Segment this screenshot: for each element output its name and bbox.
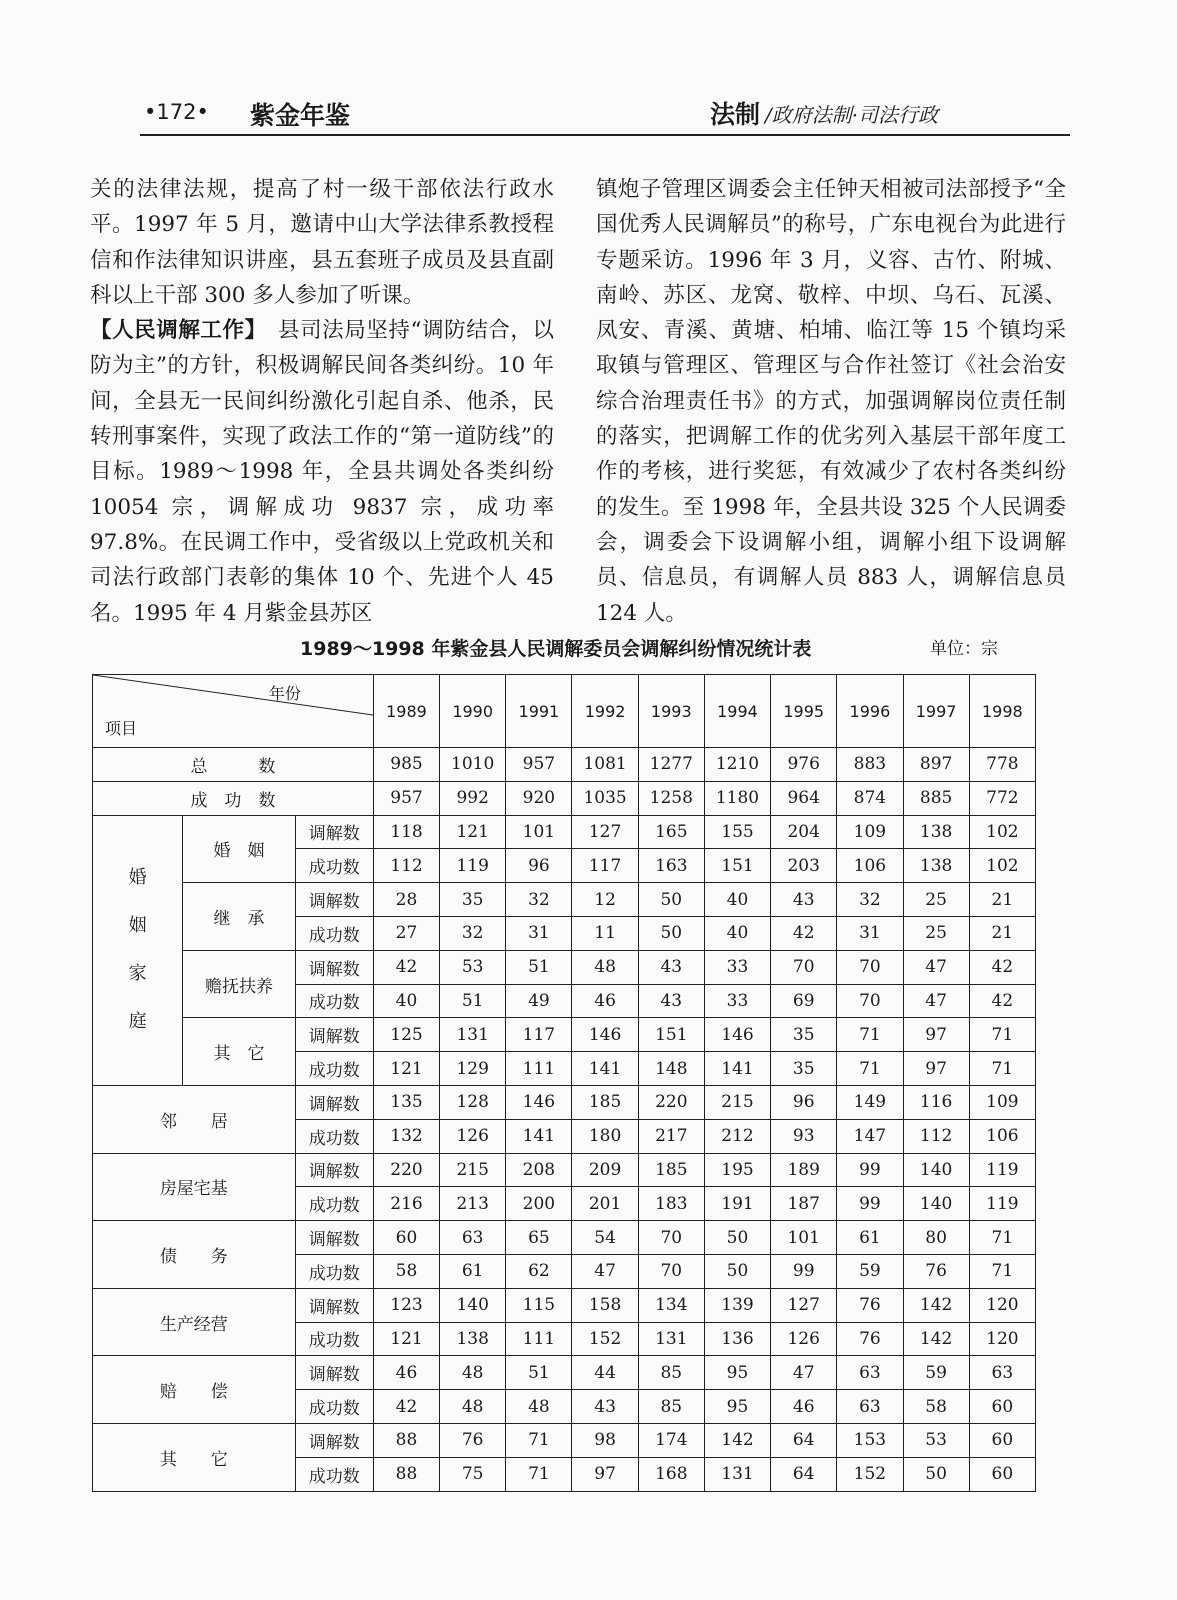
table-cell: 43 xyxy=(572,1390,638,1424)
table-cell: 47 xyxy=(572,1254,638,1288)
table-cell: 208 xyxy=(506,1153,572,1187)
book-title: 紫金年鉴 xyxy=(250,101,351,130)
table-cell: 215 xyxy=(704,1085,770,1119)
metric-label: 成功数 xyxy=(295,849,373,883)
paragraph-text: 县司法局坚持“调防结合，以防为主”的方针，积极调解民间各类纠纷。10 年间，全县无一民间纠纷激化引起自杀、他杀，民转刑事案件，实现了政法工作的“第一道防线”的目标。1989～1998 年，全县共调处各类纠纷 10054 宗，调解成功 9837 宗，成功率 97.8%。在民调工作中，受省级以上党政机关和司法行政部门表彰的集体 10 个、先进个人 45 名。1995 年 4 月紫金县苏区 xyxy=(90,318,554,626)
row-label: 成 功 数 xyxy=(93,781,374,815)
statistics-table xyxy=(92,674,1036,1492)
table-cell: 191 xyxy=(704,1187,770,1221)
subsection-title: /政府法制·司法行政 xyxy=(765,103,939,127)
category-label: 赡抚扶养 xyxy=(183,950,295,1018)
table-cell: 1210 xyxy=(704,748,770,782)
table-cell: 142 xyxy=(903,1322,969,1356)
table-cell: 992 xyxy=(440,781,506,815)
table-cell: 151 xyxy=(704,849,770,883)
table-cell: 976 xyxy=(771,748,837,782)
table-cell: 70 xyxy=(837,984,903,1018)
table-cell: 117 xyxy=(506,1018,572,1052)
table-cell: 117 xyxy=(572,849,638,883)
table-cell: 778 xyxy=(969,748,1035,782)
table-cell: 209 xyxy=(572,1153,638,1187)
table-cell: 25 xyxy=(903,883,969,917)
table-cell: 25 xyxy=(903,916,969,950)
table-cell: 1035 xyxy=(572,781,638,815)
table-row xyxy=(93,1221,1036,1255)
table-cell: 71 xyxy=(969,1221,1035,1255)
table-cell: 140 xyxy=(440,1288,506,1322)
table-cell: 48 xyxy=(440,1390,506,1424)
group-label-char: 婚 xyxy=(128,867,147,889)
table-cell: 149 xyxy=(837,1085,903,1119)
table-cell: 43 xyxy=(771,883,837,917)
table-cell: 212 xyxy=(704,1119,770,1153)
table-cell: 51 xyxy=(506,950,572,984)
table-row xyxy=(93,1085,1036,1119)
table-cell: 63 xyxy=(837,1356,903,1390)
table-cell: 47 xyxy=(903,984,969,1018)
table-cell: 135 xyxy=(373,1085,439,1119)
table-corner-cell xyxy=(93,675,374,748)
table-cell: 12 xyxy=(572,883,638,917)
year-header: 1996 xyxy=(837,675,903,748)
table-cell: 33 xyxy=(704,984,770,1018)
table-cell: 885 xyxy=(903,781,969,815)
table-cell: 147 xyxy=(837,1119,903,1153)
year-header: 1992 xyxy=(572,675,638,748)
table-cell: 112 xyxy=(903,1119,969,1153)
table-cell: 21 xyxy=(969,916,1035,950)
table-cell: 168 xyxy=(638,1457,704,1491)
table-cell: 141 xyxy=(506,1119,572,1153)
paragraph: 镇炮子管理区调委会主任钟天相被司法部授予“全国优秀人民调解员”的称号，广东电视台为此进行专题采访。1996 年 3 月，义容、古竹、附城、南岭、苏区、龙窝、敬梓、中坝、乌石、瓦溪、凤安、青溪、黄塘、柏埔、临江等 15 个镇均采取镇与管理区、管理区与合作社签订《社会治安综合治理责任书》的方式，加强调解岗位责任制的落实，把调解工作的优劣列入基层干部年度工作的考核，进行奖惩，有效减少了农村各类纠纷的发生。至 1998 年，全县共设 325 个人民调委会，调委会下设调解小组，调解小组下设调解员、信息员，有调解人员 883 人，调解信息员 124 人。 xyxy=(596,177,1066,626)
table-cell: 28 xyxy=(373,883,439,917)
table-cell: 58 xyxy=(373,1254,439,1288)
table-cell: 70 xyxy=(771,950,837,984)
table-cell: 71 xyxy=(969,1052,1035,1086)
table-cell: 42 xyxy=(969,984,1035,1018)
table-cell: 42 xyxy=(373,1390,439,1424)
table-cell: 46 xyxy=(771,1390,837,1424)
table-cell: 165 xyxy=(638,815,704,849)
table-cell: 204 xyxy=(771,815,837,849)
table-cell: 63 xyxy=(440,1221,506,1255)
table-cell: 44 xyxy=(572,1356,638,1390)
table-cell: 1081 xyxy=(572,748,638,782)
group-label-char: 家 xyxy=(128,963,147,985)
table-cell: 70 xyxy=(638,1221,704,1255)
table-cell: 88 xyxy=(373,1457,439,1491)
table-header-row xyxy=(93,675,1036,748)
table-cell: 21 xyxy=(969,883,1035,917)
table-cell: 128 xyxy=(440,1085,506,1119)
table-cell: 215 xyxy=(440,1153,506,1187)
table-cell: 111 xyxy=(506,1052,572,1086)
table-cell: 47 xyxy=(903,950,969,984)
table-cell: 127 xyxy=(572,815,638,849)
table-cell: 141 xyxy=(704,1052,770,1086)
table-cell: 40 xyxy=(704,916,770,950)
table-cell: 125 xyxy=(373,1018,439,1052)
table-cell: 76 xyxy=(837,1322,903,1356)
year-header: 1994 xyxy=(704,675,770,748)
table-cell: 33 xyxy=(704,950,770,984)
table-cell: 50 xyxy=(704,1221,770,1255)
table-cell: 185 xyxy=(638,1153,704,1187)
metric-label: 成功数 xyxy=(295,1187,373,1221)
table-cell: 51 xyxy=(440,984,506,1018)
year-header: 1989 xyxy=(373,675,439,748)
table-cell: 120 xyxy=(969,1288,1035,1322)
table-row xyxy=(93,950,1036,984)
table-cell: 96 xyxy=(506,849,572,883)
metric-label: 调解数 xyxy=(295,883,373,917)
table-row xyxy=(93,1356,1036,1390)
metric-label: 调解数 xyxy=(295,1153,373,1187)
table-cell: 42 xyxy=(771,916,837,950)
table-cell: 70 xyxy=(638,1254,704,1288)
table-cell: 180 xyxy=(572,1119,638,1153)
table-cell: 46 xyxy=(572,984,638,1018)
table-cell: 61 xyxy=(837,1221,903,1255)
table-cell: 53 xyxy=(903,1423,969,1457)
table-cell: 50 xyxy=(638,883,704,917)
table-cell: 142 xyxy=(704,1423,770,1457)
table-cell: 96 xyxy=(771,1085,837,1119)
table-cell: 146 xyxy=(704,1018,770,1052)
table-cell: 123 xyxy=(373,1288,439,1322)
table-cell: 60 xyxy=(969,1390,1035,1424)
table-cell: 71 xyxy=(506,1457,572,1491)
table-cell: 35 xyxy=(771,1052,837,1086)
table-cell: 97 xyxy=(903,1018,969,1052)
metric-label: 调解数 xyxy=(295,1356,373,1390)
table-cell: 69 xyxy=(771,984,837,1018)
table-cell: 97 xyxy=(572,1457,638,1491)
category-label: 赔 偿 xyxy=(93,1356,296,1424)
table-cell: 50 xyxy=(903,1457,969,1491)
table-cell: 195 xyxy=(704,1153,770,1187)
table-cell: 102 xyxy=(969,849,1035,883)
table-cell: 85 xyxy=(638,1356,704,1390)
group-label xyxy=(93,815,183,1085)
table-cell: 60 xyxy=(969,1423,1035,1457)
table-cell: 62 xyxy=(506,1254,572,1288)
table-body xyxy=(93,675,1036,1492)
metric-label: 成功数 xyxy=(295,916,373,950)
category-label: 生产经营 xyxy=(93,1288,296,1356)
table-cell: 200 xyxy=(506,1187,572,1221)
table-cell: 1180 xyxy=(704,781,770,815)
table-cell: 126 xyxy=(771,1322,837,1356)
year-header: 1995 xyxy=(771,675,837,748)
table-cell: 112 xyxy=(373,849,439,883)
table-cell: 119 xyxy=(440,849,506,883)
table-cell: 95 xyxy=(704,1356,770,1390)
table-cell: 64 xyxy=(771,1457,837,1491)
table-cell: 883 xyxy=(837,748,903,782)
table-cell: 101 xyxy=(771,1221,837,1255)
table-cell: 71 xyxy=(969,1018,1035,1052)
table-cell: 48 xyxy=(506,1390,572,1424)
table-cell: 121 xyxy=(440,815,506,849)
table-cell: 97 xyxy=(903,1052,969,1086)
table-cell: 27 xyxy=(373,916,439,950)
table-cell: 115 xyxy=(506,1288,572,1322)
table-cell: 220 xyxy=(373,1153,439,1187)
table-cell: 957 xyxy=(506,748,572,782)
table-cell: 102 xyxy=(969,815,1035,849)
category-label: 房屋宅基 xyxy=(93,1153,296,1221)
table-cell: 60 xyxy=(373,1221,439,1255)
metric-label: 成功数 xyxy=(295,1390,373,1424)
table-cell: 152 xyxy=(572,1322,638,1356)
table-cell: 51 xyxy=(506,1356,572,1390)
table-cell: 85 xyxy=(638,1390,704,1424)
table-cell: 71 xyxy=(837,1052,903,1086)
table-cell: 1277 xyxy=(638,748,704,782)
table-cell: 185 xyxy=(572,1085,638,1119)
metric-label: 成功数 xyxy=(295,1119,373,1153)
table-cell: 99 xyxy=(837,1187,903,1221)
category-label: 其 它 xyxy=(183,1018,295,1086)
table-row xyxy=(93,1153,1036,1187)
table-cell: 203 xyxy=(771,849,837,883)
table-cell: 99 xyxy=(837,1153,903,1187)
table-cell: 142 xyxy=(903,1288,969,1322)
paragraph: 关的法律法规，提高了村一级干部依法行政水平。1997 年 5 月，邀请中山大学法律系教授程信和作法律知识讲座，县五套班子成员及县直副科以上干部 300 多人参加了听课。 xyxy=(90,177,554,308)
table-cell: 148 xyxy=(638,1052,704,1086)
category-label: 继 承 xyxy=(183,883,295,951)
table-cell: 32 xyxy=(837,883,903,917)
table-cell: 47 xyxy=(771,1356,837,1390)
table-cell: 43 xyxy=(638,984,704,1018)
table-row xyxy=(93,781,1036,815)
table-cell: 216 xyxy=(373,1187,439,1221)
table-cell: 213 xyxy=(440,1187,506,1221)
table-cell: 155 xyxy=(704,815,770,849)
table-row xyxy=(93,815,1036,849)
table-row xyxy=(93,1423,1036,1457)
table-cell: 61 xyxy=(440,1254,506,1288)
group-label-char: 庭 xyxy=(128,1011,147,1033)
table-cell: 42 xyxy=(969,950,1035,984)
table-cell: 189 xyxy=(771,1153,837,1187)
table-cell: 146 xyxy=(572,1018,638,1052)
table-cell: 99 xyxy=(771,1254,837,1288)
table-cell: 54 xyxy=(572,1221,638,1255)
metric-label: 成功数 xyxy=(295,1457,373,1491)
table-cell: 32 xyxy=(506,883,572,917)
table-cell: 131 xyxy=(440,1018,506,1052)
table-cell: 76 xyxy=(903,1254,969,1288)
table-cell: 58 xyxy=(903,1390,969,1424)
table-cell: 43 xyxy=(638,950,704,984)
table-cell: 119 xyxy=(969,1153,1035,1187)
table-cell: 138 xyxy=(903,815,969,849)
table-cell: 134 xyxy=(638,1288,704,1322)
table-cell: 63 xyxy=(837,1390,903,1424)
year-header: 1997 xyxy=(903,675,969,748)
table-cell: 46 xyxy=(373,1356,439,1390)
table-cell: 153 xyxy=(837,1423,903,1457)
metric-label: 成功数 xyxy=(295,1322,373,1356)
table-cell: 48 xyxy=(572,950,638,984)
table-cell: 53 xyxy=(440,950,506,984)
table-cell: 146 xyxy=(506,1085,572,1119)
category-label: 婚 姻 xyxy=(183,815,295,883)
metric-label: 调解数 xyxy=(295,1423,373,1457)
table-cell: 985 xyxy=(373,748,439,782)
table-cell: 98 xyxy=(572,1423,638,1457)
table-cell: 106 xyxy=(837,849,903,883)
table-cell: 119 xyxy=(969,1187,1035,1221)
metric-label: 调解数 xyxy=(295,1288,373,1322)
table-row xyxy=(93,748,1036,782)
table-cell: 201 xyxy=(572,1187,638,1221)
right-column xyxy=(596,172,1066,631)
table-cell: 174 xyxy=(638,1423,704,1457)
table-cell: 31 xyxy=(506,916,572,950)
table-cell: 118 xyxy=(373,815,439,849)
table-cell: 95 xyxy=(704,1390,770,1424)
table-cell: 163 xyxy=(638,849,704,883)
table-cell: 772 xyxy=(969,781,1035,815)
table-cell: 120 xyxy=(969,1322,1035,1356)
table-cell: 101 xyxy=(506,815,572,849)
page-number: •172• xyxy=(144,100,209,124)
metric-label: 调解数 xyxy=(295,1221,373,1255)
table-cell: 151 xyxy=(638,1018,704,1052)
table-cell: 127 xyxy=(771,1288,837,1322)
section-heading: 【人民调解工作】 xyxy=(90,318,256,344)
table-cell: 111 xyxy=(506,1322,572,1356)
paragraph xyxy=(90,313,554,631)
row-label: 总 数 xyxy=(93,748,374,782)
table-cell: 109 xyxy=(837,815,903,849)
table-cell: 71 xyxy=(506,1423,572,1457)
table-cell: 964 xyxy=(771,781,837,815)
table-cell: 71 xyxy=(969,1254,1035,1288)
table-cell: 138 xyxy=(440,1322,506,1356)
table-cell: 217 xyxy=(638,1119,704,1153)
section-title: 法制 xyxy=(710,100,761,129)
table-cell: 132 xyxy=(373,1119,439,1153)
table-cell: 1258 xyxy=(638,781,704,815)
table-cell: 138 xyxy=(903,849,969,883)
table-cell: 126 xyxy=(440,1119,506,1153)
page-header xyxy=(140,94,1070,136)
table-cell: 31 xyxy=(837,916,903,950)
table-title: 1989～1998 年紫金县人民调解委员会调解纠纷情况统计表 xyxy=(300,638,812,660)
table-cell: 141 xyxy=(572,1052,638,1086)
table-cell: 64 xyxy=(771,1423,837,1457)
table-cell: 76 xyxy=(440,1423,506,1457)
year-header: 1990 xyxy=(440,675,506,748)
table-cell: 49 xyxy=(506,984,572,1018)
table-row xyxy=(93,1018,1036,1052)
table-cell: 897 xyxy=(903,748,969,782)
category-label: 其 它 xyxy=(93,1423,296,1491)
table-cell: 183 xyxy=(638,1187,704,1221)
left-column xyxy=(90,172,554,631)
table-cell: 35 xyxy=(440,883,506,917)
table-row xyxy=(93,883,1036,917)
table-cell: 920 xyxy=(506,781,572,815)
table-cell: 60 xyxy=(969,1457,1035,1491)
group-label-char: 姻 xyxy=(128,915,147,937)
corner-year-label: 年份 xyxy=(268,684,301,703)
metric-label: 调解数 xyxy=(295,815,373,849)
year-header: 1991 xyxy=(506,675,572,748)
table-cell: 88 xyxy=(373,1423,439,1457)
metric-label: 调解数 xyxy=(295,950,373,984)
table-cell: 93 xyxy=(771,1119,837,1153)
table-cell: 106 xyxy=(969,1119,1035,1153)
table-cell: 121 xyxy=(373,1052,439,1086)
table-cell: 80 xyxy=(903,1221,969,1255)
table-cell: 152 xyxy=(837,1457,903,1491)
table-cell: 42 xyxy=(373,950,439,984)
table-cell: 121 xyxy=(373,1322,439,1356)
table-cell: 75 xyxy=(440,1457,506,1491)
table-cell: 50 xyxy=(704,1254,770,1288)
category-label: 邻 居 xyxy=(93,1085,296,1153)
metric-label: 调解数 xyxy=(295,1085,373,1119)
category-label: 债 务 xyxy=(93,1221,296,1289)
table-cell: 59 xyxy=(903,1356,969,1390)
metric-label: 成功数 xyxy=(295,1052,373,1086)
table-cell: 40 xyxy=(704,883,770,917)
table-cell: 59 xyxy=(837,1254,903,1288)
table-cell: 131 xyxy=(638,1322,704,1356)
corner-item-label: 项目 xyxy=(105,719,138,738)
year-header: 1998 xyxy=(969,675,1035,748)
table-row xyxy=(93,1288,1036,1322)
metric-label: 调解数 xyxy=(295,1018,373,1052)
table-unit: 单位：宗 xyxy=(930,639,998,659)
year-header: 1993 xyxy=(638,675,704,748)
table-cell: 140 xyxy=(903,1153,969,1187)
table-cell: 65 xyxy=(506,1221,572,1255)
table-cell: 957 xyxy=(373,781,439,815)
table-cell: 11 xyxy=(572,916,638,950)
table-cell: 116 xyxy=(903,1085,969,1119)
table-cell: 71 xyxy=(837,1018,903,1052)
table-cell: 109 xyxy=(969,1085,1035,1119)
table-cell: 63 xyxy=(969,1356,1035,1390)
table-cell: 70 xyxy=(837,950,903,984)
metric-label: 成功数 xyxy=(295,984,373,1018)
table-cell: 136 xyxy=(704,1322,770,1356)
table-cell: 158 xyxy=(572,1288,638,1322)
table-cell: 874 xyxy=(837,781,903,815)
metric-label: 成功数 xyxy=(295,1254,373,1288)
table-cell: 131 xyxy=(704,1457,770,1491)
table-cell: 50 xyxy=(638,916,704,950)
table-cell: 140 xyxy=(903,1187,969,1221)
table-cell: 76 xyxy=(837,1288,903,1322)
table-cell: 139 xyxy=(704,1288,770,1322)
table-cell: 220 xyxy=(638,1085,704,1119)
table-cell: 32 xyxy=(440,916,506,950)
table-cell: 35 xyxy=(771,1018,837,1052)
table-cell: 48 xyxy=(440,1356,506,1390)
table-cell: 1010 xyxy=(440,748,506,782)
table-cell: 187 xyxy=(771,1187,837,1221)
table-cell: 129 xyxy=(440,1052,506,1086)
table-cell: 40 xyxy=(373,984,439,1018)
